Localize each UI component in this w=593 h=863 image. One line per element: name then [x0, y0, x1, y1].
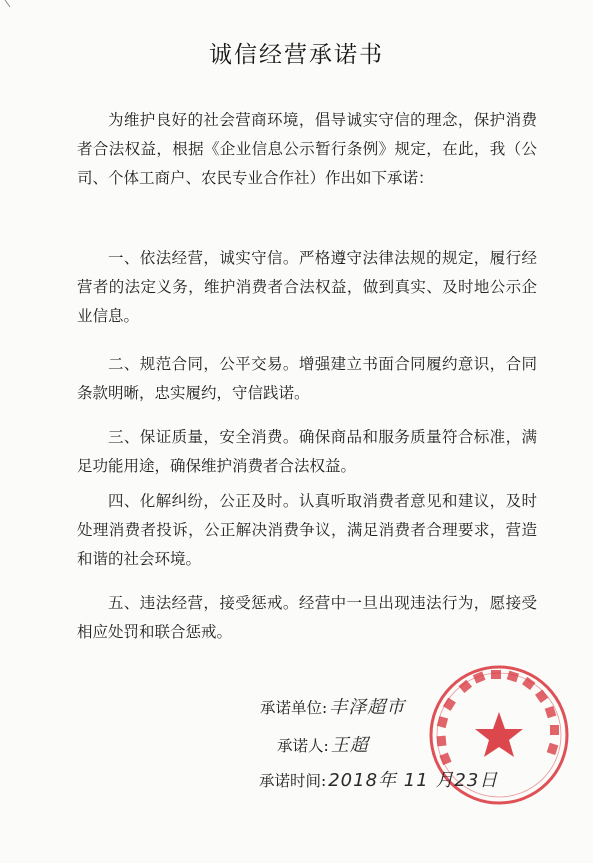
commitment-1: 一、依法经营，诚实守信。严格遵守法律法规的规定，履行经营者的法定义务，维护消费者合法权益，做到真实、及时地公示企业信息。 — [77, 249, 537, 325]
unit-signature: 丰泽超市 — [329, 697, 406, 718]
signature-unit-row — [260, 693, 405, 719]
person-signature: 王超 — [330, 735, 369, 756]
signature-person-row — [277, 731, 369, 757]
person-label: 承诺人: — [277, 737, 329, 755]
signature-date-row — [259, 766, 498, 792]
commitment-4: 四、化解纠纷，公正及时。认真听取消费者意见和建议，及时处理消费者投诉，公正解决消费争议，满足消费者合理要求，营造和谐的社会环境。 — [77, 492, 537, 568]
unit-label: 承诺单位: — [260, 699, 328, 717]
corner-mark — [4, 0, 12, 8]
date-label: 承诺时间: — [259, 772, 327, 790]
document-title: 诚信经营承诺书 — [209, 42, 384, 68]
commitment-5: 五、违法经营，接受惩戒。经营中一旦出现违法行为，愿接受相应处罚和联合惩戒。 — [77, 594, 537, 641]
commitment-2: 二、规范合同，公平交易。增强建立书面合同履约意识，合同条款明晰，忠实履约，守信践诺。 — [77, 355, 537, 402]
intro-paragraph: 为维护良好的社会营商环境，倡导诚实守信的理念，保护消费者合法权益，根据《企业信息公示暂行条例》规定，在此，我（公司、个体工商户、农民专业合作社）作出如下承诺： — [77, 111, 537, 187]
date-signature: 2018年 11 月23日 — [328, 770, 499, 791]
commitment-3: 三、保证质量，安全消费。确保商品和服务质量符合标准，满足功能用途，确保维护消费者合法权益。 — [77, 428, 537, 475]
